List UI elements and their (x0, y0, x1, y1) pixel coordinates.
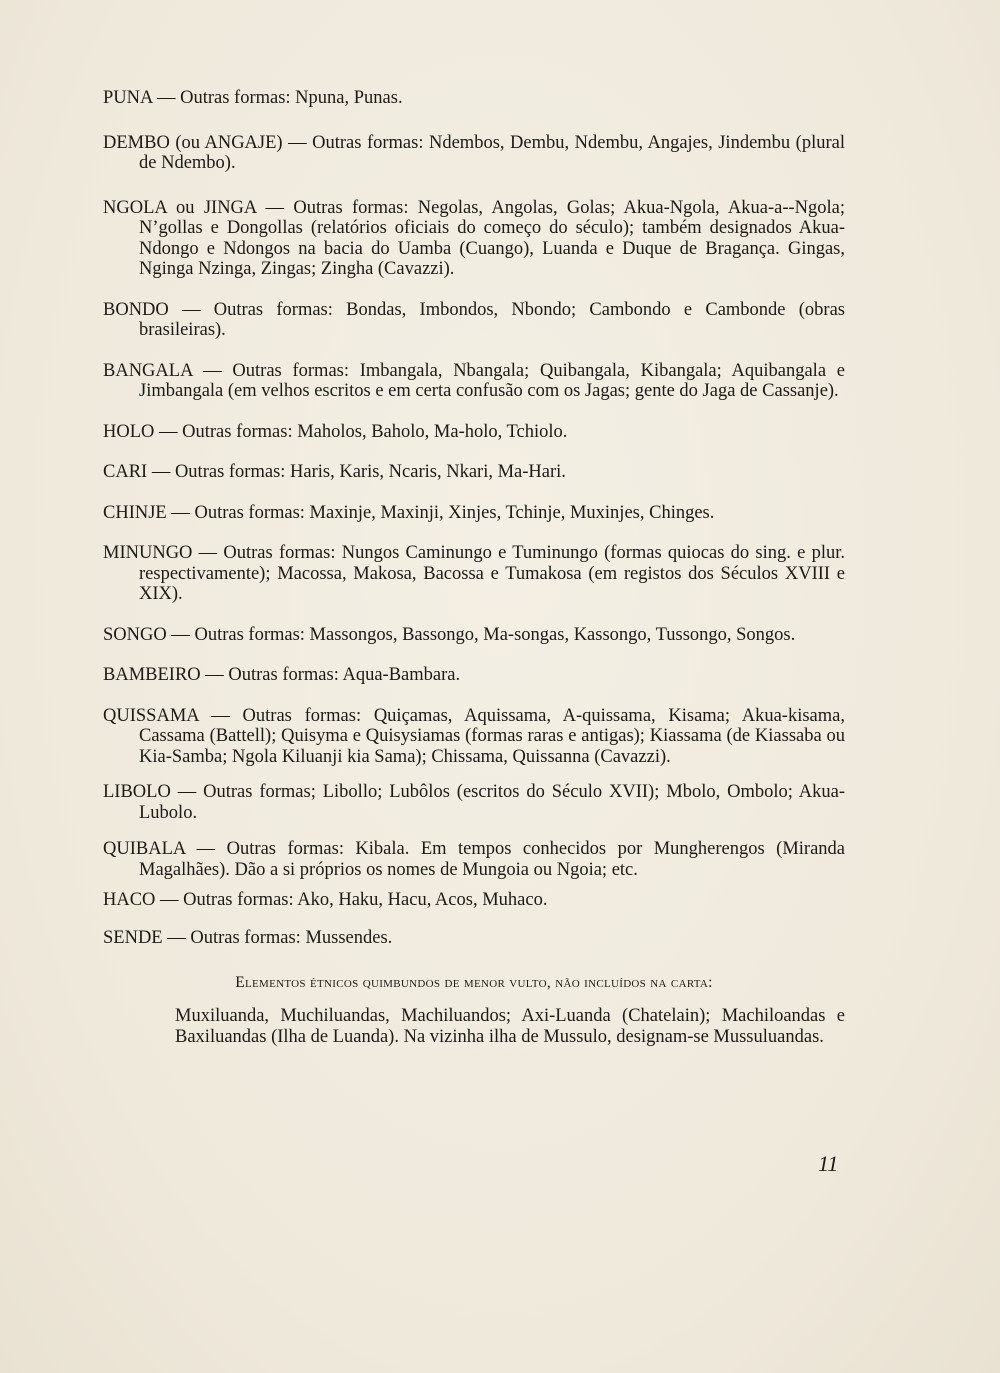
entry-sende: SENDE — Outras formas: Mussendes. (103, 927, 393, 948)
entry-chinje: CHINJE — Outras formas: Maxinje, Maxinji, Xinjes, Tchinje, Muxinjes, Chinges. (103, 502, 715, 523)
entry-quissama: QUISSAMA — Outras formas: Quiçamas, Aquissama, A-quissama, Kisama; Akua-kisama, Cassama (Battell); Quisyma e Quisysiamas (formas raras e antigas); Kiassama (de Kiassaba ou Kia-Samba; Ngola Kiluanji kia Sama); Chissama, Quissanna (Cavazzi). (103, 705, 845, 767)
entry-holo: HOLO — Outras formas: Maholos, Baholo, Ma-holo, Tchiolo. (103, 421, 568, 442)
section-heading: Elementos étnicos quimbundos de menor vulto, não incluídos na carta: (235, 974, 713, 991)
entry-dembo: DEMBO (ou ANGAJE) — Outras formas: Ndembos, Dembu, Ndembu, Angajes, Jindembu (plural de Ndembo). (103, 132, 845, 173)
page-content (103, 88, 845, 1047)
entry-libolo: LIBOLO — Outras formas; Libollo; Lubôlos (escritos do Século XVII); Mbolo, Ombolo; Akua-Lubolo. (103, 782, 845, 823)
entry-bambeiro: BAMBEIRO — Outras formas: Aqua-Bambara. (103, 665, 461, 685)
page-number: 11 (818, 1151, 839, 1176)
final-paragraph: Muxiluanda, Muchiluandas, Machiluandos; Axi-Luanda (Chatelain); Machiloandas e Baxiluandas (Ilha de Luanda). Na vizinha ilha de Mussulo, designam-se Mussuluandas. (175, 1006, 845, 1047)
entry-cari: CARI — Outras formas: Haris, Karis, Ncaris, Nkari, Ma-Hari. (103, 462, 566, 482)
entry-puna: PUNA — Outras formas: Npuna, Punas. (103, 88, 403, 108)
entry-minungo: MINUNGO — Outras formas: Nungos Caminungo e Tuminungo (formas quiocas do sing. e plur. respectivamente); Macossa, Makosa, Bacossa e Tumakosa (em registos dos Séculos XVIII e XIX). (103, 543, 845, 604)
entry-bangala: BANGALA — Outras formas: Imbangala, Nbangala; Quibangala, Kibangala; Aquibangala e Jimbangala (em velhos escritos e em certa confusão com os Jagas; gente do Jaga de Cassanje). (103, 360, 845, 401)
entry-quibala: QUIBALA — Outras formas: Kibala. Em tempos conhecidos por Mungherengos (Miranda Magalhães). Dão a si próprios os nomes de Mungoia ou Ngoia; etc. (103, 839, 845, 880)
entry-ngola: NGOLA ou JINGA — Outras formas: Negolas, Angolas, Golas; Akua-Ngola, Akua-a--Ngola; N’gollas e Dongollas (relatórios oficiais do começo do século); também designados Akua-Ndongo e Ndongos na bacia do Uamba (Cuango), Luanda e Duque de Bragança. Gingas, Nginga Nzinga, Zingas; Zingha (Cavazzi). (103, 197, 845, 279)
entry-songo: SONGO — Outras formas: Massongos, Bassongo, Ma-songas, Kassongo, Tussongo, Songos. (103, 624, 796, 645)
entry-haco: HACO — Outras formas: Ako, Haku, Hacu, Acos, Muhaco. (103, 890, 548, 910)
entry-bondo: BONDO — Outras formas: Bondas, Imbondos, Nbondo; Cambondo e Cambonde (obras brasileiras). (103, 299, 845, 340)
